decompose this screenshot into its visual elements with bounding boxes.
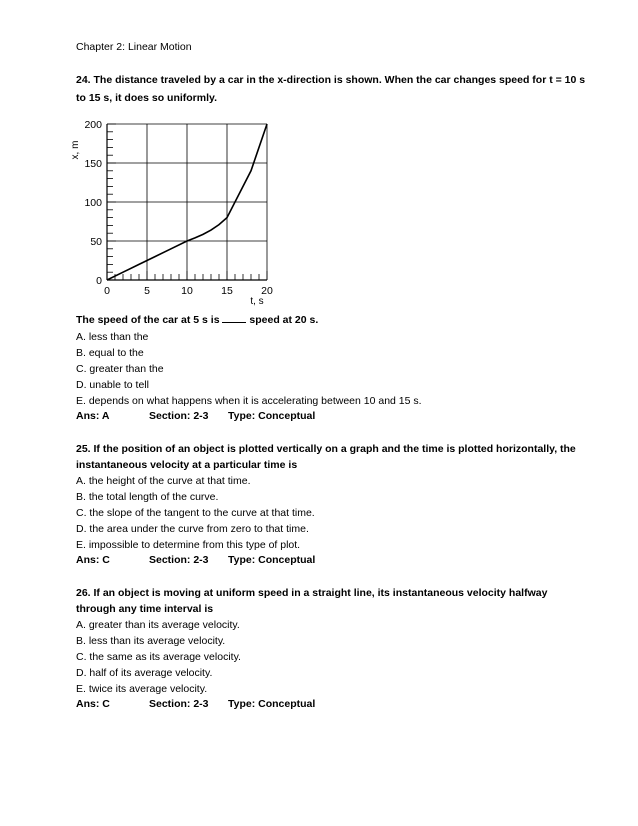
q24-option-e: E. depends on what happens when it is accelerating between 10 and 15 s. [76, 395, 422, 407]
q24-prompt [76, 313, 318, 327]
q25-option-c: C. the slope of the tangent to the curve at that time. [76, 507, 315, 519]
q24-stem-line-1: 24. The distance traveled by a car in the x-direction is shown. When the car changes speed for t = 10 s [76, 74, 586, 86]
chart-grid [107, 124, 267, 280]
q24-option-a: A. less than the [76, 331, 149, 343]
q26-stem-line-1: 26. If an object is moving at uniform speed in a straight line, its instantaneous velocity halfway [76, 587, 548, 599]
q26-section: Section: 2-3 [149, 698, 209, 710]
y-tick-label: 200 [84, 119, 102, 131]
q24-section: Section: 2-3 [149, 410, 209, 422]
q24-option-d: D. unable to tell [76, 379, 149, 391]
chapter-title: Chapter 2: Linear Motion [76, 41, 192, 53]
q25-option-b: B. the total length of the curve. [76, 491, 219, 503]
q25-stem-line-1: 25. If the position of an object is plotted vertically on a graph and the time is plotted horizontally, the [76, 443, 576, 455]
q26-option-a: A. greater than its average velocity. [76, 619, 240, 631]
q26-type: Type: Conceptual [228, 698, 316, 710]
distance-time-chart [60, 112, 300, 312]
q25-section: Section: 2-3 [149, 554, 209, 566]
q26-option-e: E. twice its average velocity. [76, 683, 208, 695]
x-tick-label: 15 [221, 285, 233, 297]
y-axis-label: x, m [70, 140, 81, 160]
q24-option-b: B. equal to the [76, 347, 144, 359]
q26-option-d: D. half of its average velocity. [76, 667, 213, 679]
y-tick-label: 150 [84, 158, 102, 170]
q24-prompt-after: speed at 20 s. [249, 314, 319, 326]
q24-prompt-before: The speed of the car at 5 s is [76, 314, 220, 326]
q25-stem-line-2: instantaneous velocity at a particular time is [76, 459, 298, 471]
y-tick-labels [84, 119, 102, 287]
y-tick-label: 100 [84, 197, 102, 209]
x-tick-label: 20 [261, 285, 273, 297]
x-tick-label: 5 [144, 285, 150, 297]
q24-answer: Ans: A [76, 410, 110, 422]
q24-stem-line-2: to 15 s, it does so uniformly. [76, 92, 217, 104]
q25-option-d: D. the area under the curve from zero to that time. [76, 523, 309, 535]
q25-option-e: E. impossible to determine from this type of plot. [76, 539, 301, 551]
q24-type: Type: Conceptual [228, 410, 316, 422]
q25-answer: Ans: C [76, 554, 110, 566]
y-tick-label: 0 [96, 275, 102, 287]
x-tick-label: 10 [181, 285, 193, 297]
y-tick-label: 50 [90, 236, 102, 248]
q26-stem-line-2: through any time interval is [76, 603, 214, 615]
q25-type: Type: Conceptual [228, 554, 316, 566]
x-tick-labels [104, 285, 273, 297]
answer-blank [222, 313, 246, 323]
x-tick-label: 0 [104, 285, 110, 297]
q24-option-c: C. greater than the [76, 363, 164, 375]
q25-option-a: A. the height of the curve at that time. [76, 475, 251, 487]
q26-option-b: B. less than its average velocity. [76, 635, 226, 647]
q26-option-c: C. the same as its average velocity. [76, 651, 241, 663]
q26-answer: Ans: C [76, 698, 110, 710]
x-axis-label: t, s [250, 296, 264, 307]
